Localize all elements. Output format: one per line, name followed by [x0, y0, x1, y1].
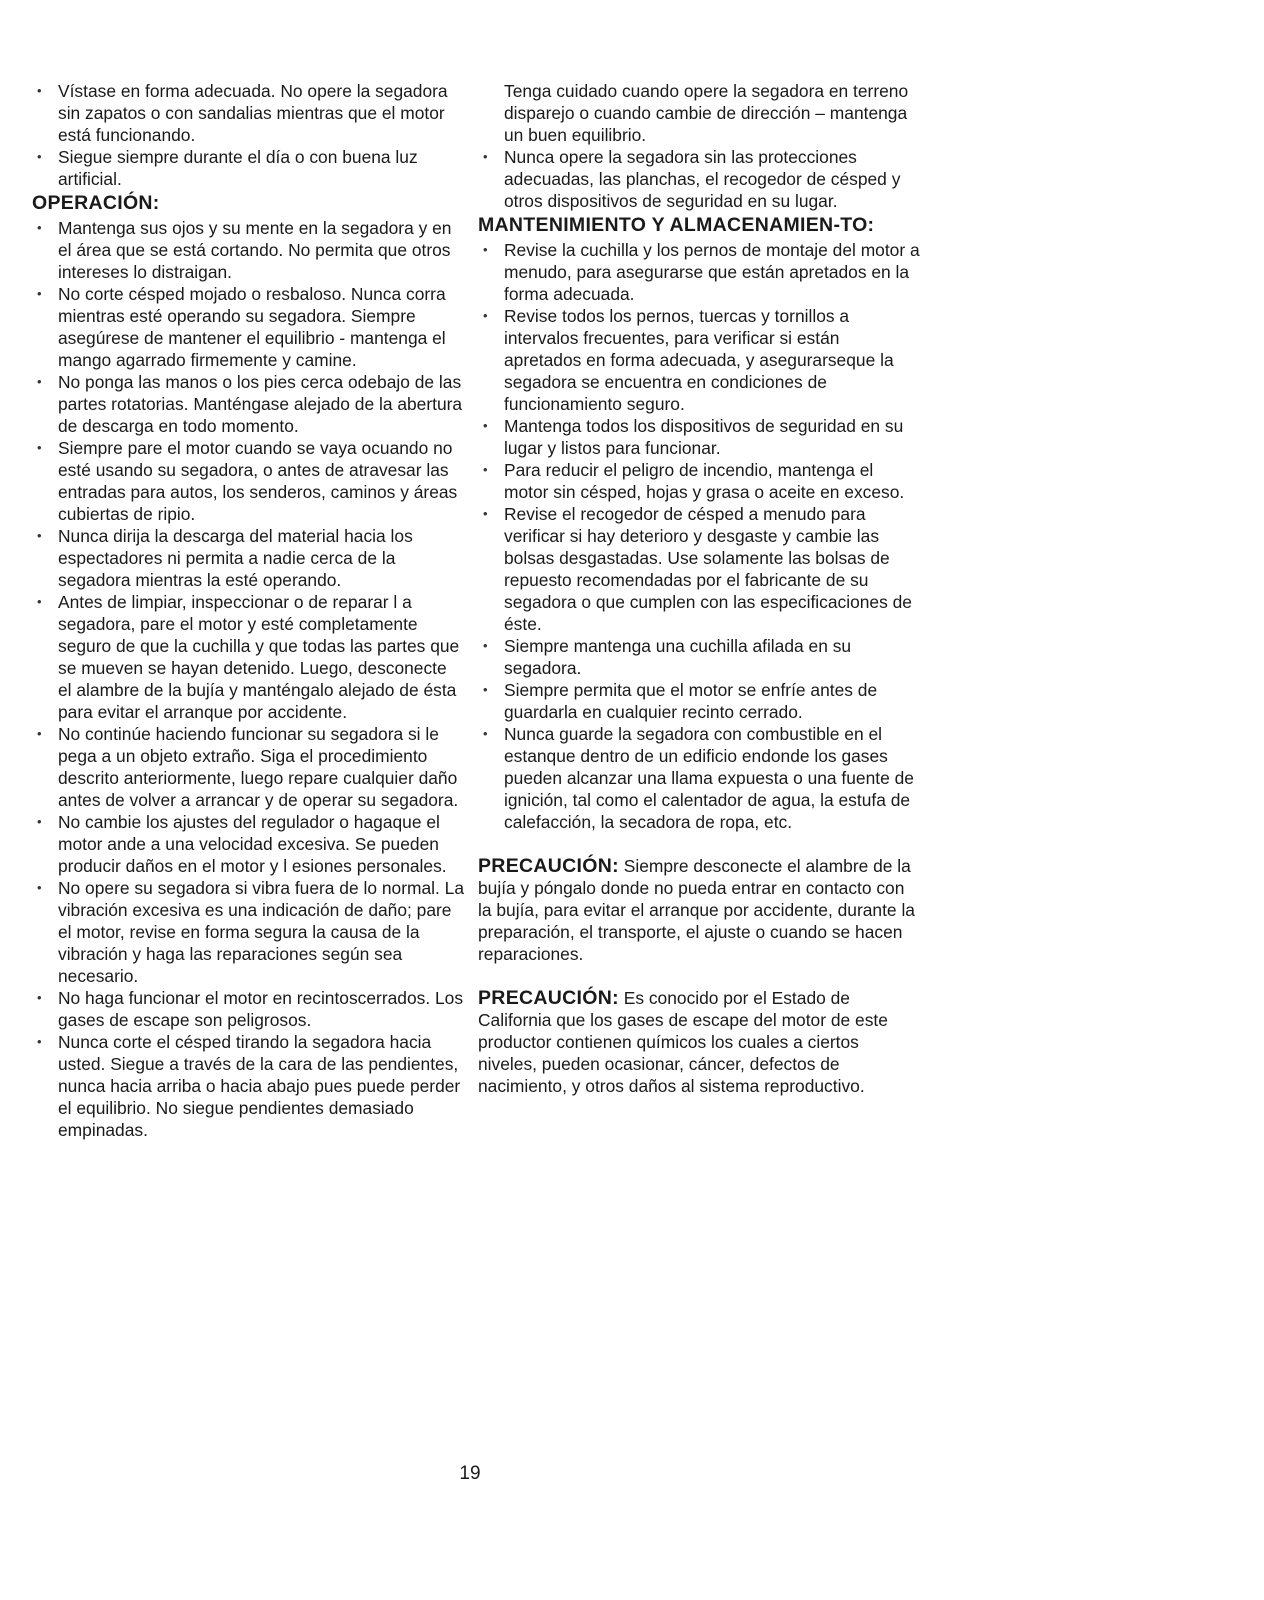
list-item: • Mantenga sus ojos y su mente en la segadora y en el área que se está cortando. No permita que otros intereses lo distraigan.: [32, 217, 464, 283]
caution-label: PRECAUCIÓN:: [478, 855, 619, 877]
intro-list: [32, 80, 464, 190]
caution-text: Es conocido por el Estado de California que los gases de escape del motor de este productor contienen químicos los cuales a ciertos niveles, pueden ocasionar, cáncer, defectos de nacimiento, y otros daños al sistema reproductivo.: [478, 988, 888, 1096]
operation-list: [32, 217, 464, 1141]
left-column: [32, 80, 464, 1141]
caution-spark-plug: [478, 855, 920, 965]
page-number: 19: [459, 1463, 481, 1484]
list-item: • Revise la cuchilla y los pernos de montaje del motor a menudo, para asegurarse que están apretados en la forma adecuada.: [478, 239, 920, 305]
list-item: • Siempre mantenga una cuchilla afilada en su segadora.: [478, 635, 920, 679]
list-item: • Siempre pare el motor cuando se vaya ocuando no esté usando su segadora, o antes de atravesar las entradas para autos, los senderos, caminos y áreas cubiertas de ripio.: [32, 437, 464, 525]
list-item: • Para reducir el peligro de incendio, mantenga el motor sin césped, hojas y grasa o aceite en exceso.: [478, 459, 920, 503]
list-item: • Nunca dirija la descarga del material hacia los espectadores ni permita a nadie cerca de la segadora mientras la esté operando.: [32, 525, 464, 591]
list-item: • No opere su segadora si vibra fuera de lo normal. La vibración excesiva es una indicación de daño; pare el motor, revise en forma segura la causa de la vibración y haga las reparaciones según sea necesario.: [32, 877, 464, 987]
list-item: • Nunca opere la segadora sin las protecciones adecuadas, las planchas, el recogedor de césped y otros dispositivos de seguridad en su lugar.: [478, 146, 920, 212]
caution-california: [478, 987, 920, 1097]
right-column: [478, 80, 920, 1097]
list-item: • No ponga las manos o los pies cerca odebajo de las partes rotatorias. Manténgase alejado de la abertura de descarga en todo momento.: [32, 371, 464, 437]
continuation-text: Tenga cuidado cuando opere la segadora en terreno disparejo o cuando cambie de dirección – mantenga un buen equilibrio.: [504, 81, 909, 145]
list-item: • Siempre permita que el motor se enfríe antes de guardarla en cualquier recinto cerrado.: [478, 679, 920, 723]
caution-label: PRECAUCIÓN:: [478, 987, 619, 1009]
list-item: • No haga funcionar el motor en recintoscerrados. Los gases de escape son peligrosos.: [32, 987, 464, 1031]
list-item: • Siegue siempre durante el día o con buena luz artificial.: [32, 146, 464, 190]
maintenance-heading: MANTENIMIENTO Y ALMACENAMIEN-TO:: [478, 214, 875, 236]
list-item: • Nunca guarde la segadora con combustible en el estanque dentro de un edificio endonde los gases pueden alcanzar una llama expuesta o una fuente de ignición, tal como el calentador de agua, la estufa de calefacción, la secadora de ropa, etc.: [478, 723, 920, 833]
list-item: • No cambie los ajustes del regulador o hagaque el motor ande a una velocidad excesiva. Se pueden producir daños en el motor y l esiones personales.: [32, 811, 464, 877]
list-item: • Revise todos los pernos, tuercas y tornillos a intervalos frecuentes, para verificar si están apretados en forma adecuada, y asegurarseque la segadora se encuentra en condiciones de funcionamiento seguro.: [478, 305, 920, 415]
operation-list-continued: [478, 146, 920, 212]
caution-text: Siempre desconecte el alambre de la bujía y póngalo donde no pueda entrar en contacto con la bujía, para evitar el arranque por accidente, durante la preparación, el transporte, el ajuste o cuando se hacen reparaciones.: [478, 856, 915, 964]
list-item: • Antes de limpiar, inspeccionar o de reparar l a segadora, pare el motor y esté completamente seguro de que la cuchilla y que todas las partes que se mueven se hayan detenido. Luego, desconecte el alambre de la bujía y manténgalo alejado de ésta para evitar el arranque por accidente.: [32, 591, 464, 723]
list-item: • Vístase en forma adecuada. No opere la segadora sin zapatos o con sandalias mientras que el motor está funcionando.: [32, 80, 464, 146]
list-item: • Nunca corte el césped tirando la segadora hacia usted. Siegue a través de la cara de las pendientes, nunca hacia arriba o hacia abajo pues puede perder el equilibrio. No siegue pendientes demasiado empinadas.: [32, 1031, 464, 1141]
list-item: • Mantenga todos los dispositivos de seguridad en su lugar y listos para funcionar.: [478, 415, 920, 459]
maintenance-list: [478, 239, 920, 833]
list-item: • No corte césped mojado o resbaloso. Nunca corra mientras esté operando su segadora. Siempre asegúrese de mantener el equilibrio - mantenga el mango agarrado firmemente y camine.: [32, 283, 464, 371]
operation-heading: OPERACIÓN:: [32, 192, 160, 214]
list-item: • Revise el recogedor de césped a menudo para verificar si hay deterioro y desgaste y cambie las bolsas desgastadas. Use solamente las bolsas de repuesto recomendadas por el fabricante de su segadora o que cumplen con las especificaciones de éste.: [478, 503, 920, 635]
list-item: • No continúe haciendo funcionar su segadora si le pega a un objeto extraño. Siga el procedimiento descrito anteriormente, luego repare cualquier daño antes de volver a arrancar y de operar su segadora.: [32, 723, 464, 811]
